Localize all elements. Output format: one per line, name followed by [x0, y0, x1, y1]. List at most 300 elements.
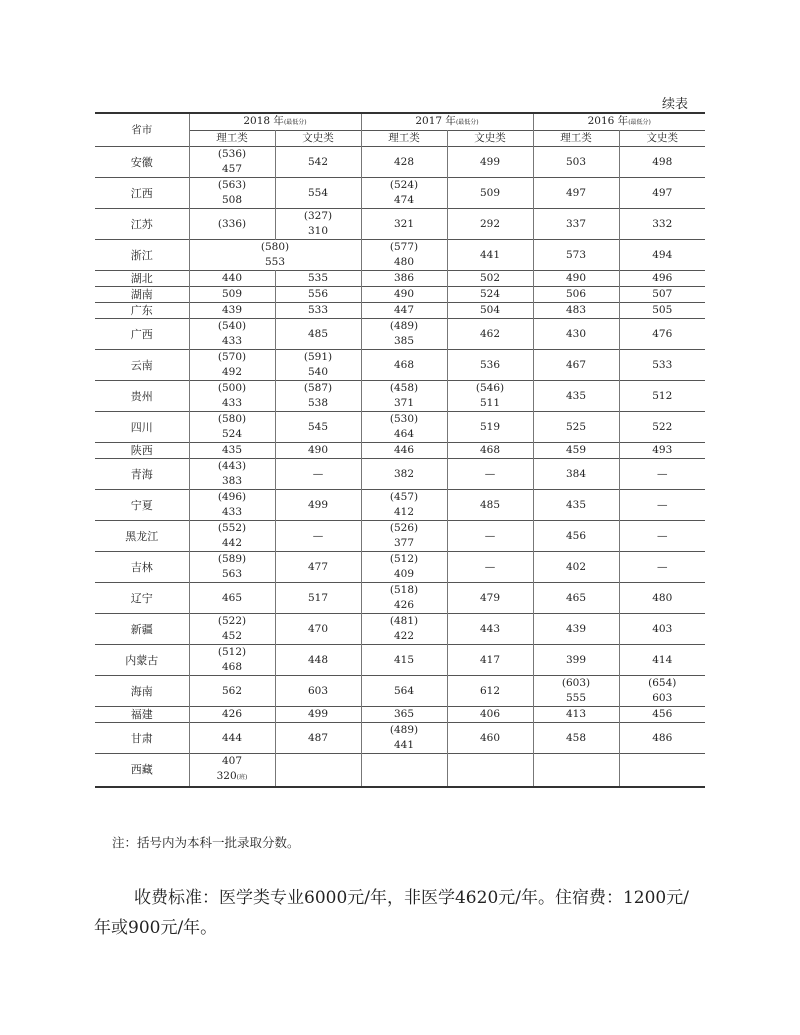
score-cell — [619, 271, 705, 287]
score-value: 503 — [565, 155, 587, 168]
score-cell — [533, 381, 619, 412]
score-secondary: 511 — [479, 397, 501, 409]
score-value: 428 — [393, 155, 415, 168]
score-value: 384 — [565, 467, 587, 480]
score-value: — — [657, 529, 668, 542]
score-cell — [619, 381, 705, 412]
score-primary: (489) — [389, 724, 419, 736]
score-value: 562 — [221, 684, 243, 697]
score-value: 430 — [565, 327, 587, 340]
table-row — [95, 287, 705, 303]
header-lib: 文史类 — [447, 131, 533, 147]
score-cell — [447, 147, 533, 178]
score-secondary: 464 — [393, 428, 415, 440]
score-cell — [619, 490, 705, 521]
province-cell: 福建 — [95, 707, 189, 723]
score-cell — [447, 707, 533, 723]
score-primary: (577) — [389, 241, 419, 253]
province-cell: 广西 — [95, 319, 189, 350]
score-value: 417 — [479, 653, 501, 666]
score-cell — [533, 552, 619, 583]
score-primary: (587) — [303, 382, 333, 394]
score-cell — [619, 459, 705, 490]
score-cell — [447, 271, 533, 287]
score-value: 509 — [221, 288, 243, 300]
score-value: 494 — [652, 248, 673, 261]
score-secondary: 377 — [393, 537, 415, 549]
score-value: 399 — [565, 653, 587, 666]
score-value: 479 — [479, 591, 501, 604]
score-value: — — [312, 529, 324, 542]
score-value: 509 — [479, 186, 501, 199]
score-cell — [275, 412, 361, 443]
score-cell — [533, 676, 619, 707]
score-value: 490 — [393, 288, 415, 300]
score-cell-merged — [189, 240, 361, 271]
score-cell — [619, 240, 705, 271]
score-value: 485 — [307, 327, 329, 340]
score-value: 467 — [565, 358, 587, 371]
score-cell — [533, 319, 619, 350]
score-cell — [275, 707, 361, 723]
score-cell — [533, 178, 619, 209]
score-secondary: 385 — [393, 335, 415, 347]
score-secondary: 371 — [393, 397, 415, 409]
score-cell — [361, 723, 447, 754]
province-cell: 云南 — [95, 350, 189, 381]
score-value: 459 — [565, 444, 587, 456]
score-cell — [189, 707, 275, 723]
score-value: 499 — [479, 155, 501, 168]
score-primary: (512) — [389, 553, 419, 565]
score-primary: (552) — [217, 522, 247, 534]
score-cell — [533, 583, 619, 614]
score-value: 490 — [565, 272, 587, 284]
score-cell — [447, 319, 533, 350]
score-cell — [533, 209, 619, 240]
score-primary: (563) — [217, 179, 247, 191]
score-primary: 407 — [221, 755, 243, 768]
score-primary: (536) — [217, 148, 247, 160]
score-cell — [447, 209, 533, 240]
score-value: 556 — [307, 288, 329, 300]
score-cell — [533, 521, 619, 552]
score-cell — [447, 521, 533, 552]
score-cell — [189, 614, 275, 645]
score-cell — [189, 521, 275, 552]
score-primary: (327) — [303, 210, 333, 222]
province-cell: 吉林 — [95, 552, 189, 583]
score-value: — — [657, 498, 668, 511]
score-primary: (458) — [389, 382, 419, 394]
score-cell — [189, 209, 275, 240]
continued-label: 续表 — [661, 97, 688, 112]
score-secondary: 474 — [393, 194, 415, 206]
province-cell: 湖南 — [95, 287, 189, 303]
table-row — [95, 178, 705, 209]
score-cell — [361, 614, 447, 645]
score-cell — [189, 303, 275, 319]
score-cell — [533, 443, 619, 459]
score-secondary: 457 — [221, 163, 243, 175]
table-row — [95, 614, 705, 645]
score-value: 477 — [307, 560, 329, 573]
score-primary: (524) — [389, 179, 419, 191]
score-value: 321 — [393, 217, 415, 230]
score-cell — [361, 287, 447, 303]
score-cell — [275, 459, 361, 490]
score-cell — [619, 412, 705, 443]
table-body — [95, 147, 705, 787]
score-value: (336) — [217, 217, 247, 230]
table-row — [95, 147, 705, 178]
score-value: 462 — [479, 327, 501, 340]
province-cell: 江西 — [95, 178, 189, 209]
score-secondary: 480 — [393, 256, 415, 268]
province-cell: 西藏 — [95, 754, 189, 787]
score-cell — [533, 723, 619, 754]
score-cell — [447, 723, 533, 754]
table-row — [95, 240, 705, 271]
table-note: 注：括号内为本科一批录取分数。 — [112, 835, 300, 850]
score-cell — [275, 521, 361, 552]
table-row — [95, 754, 705, 787]
score-secondary: 508 — [221, 194, 243, 206]
score-secondary: 442 — [221, 537, 243, 549]
score-cell — [189, 443, 275, 459]
table-row — [95, 459, 705, 490]
score-cell — [447, 381, 533, 412]
score-value: 414 — [652, 653, 673, 666]
score-value: 535 — [307, 272, 329, 284]
score-cell — [361, 240, 447, 271]
score-value: 337 — [565, 217, 587, 230]
score-cell — [361, 303, 447, 319]
score-secondary: 603 — [652, 692, 673, 704]
score-cell — [447, 459, 533, 490]
score-value: 332 — [652, 217, 673, 230]
score-cell — [189, 552, 275, 583]
table-row — [95, 443, 705, 459]
score-cell — [275, 645, 361, 676]
score-value: — — [657, 467, 668, 480]
score-value: 382 — [393, 467, 415, 480]
score-cell — [533, 240, 619, 271]
score-value: 402 — [565, 560, 587, 573]
table-row — [95, 583, 705, 614]
province-cell: 贵州 — [95, 381, 189, 412]
score-cell — [361, 459, 447, 490]
score-cell — [533, 645, 619, 676]
score-cell — [361, 319, 447, 350]
score-secondary: 555 — [565, 692, 587, 704]
score-cell — [619, 754, 705, 787]
score-secondary: 433 — [221, 506, 243, 518]
score-primary: (518) — [389, 584, 419, 596]
score-cell — [619, 319, 705, 350]
score-secondary: 563 — [221, 568, 243, 580]
score-cell — [189, 271, 275, 287]
score-value: 499 — [307, 708, 329, 720]
score-cell — [189, 645, 275, 676]
score-cell — [533, 350, 619, 381]
score-cell — [447, 412, 533, 443]
score-primary: (526) — [389, 522, 419, 534]
score-cell — [275, 754, 361, 787]
header-lib: 文史类 — [619, 131, 705, 147]
province-cell: 海南 — [95, 676, 189, 707]
score-value: 502 — [479, 272, 501, 284]
score-cell — [189, 350, 275, 381]
score-value: 573 — [565, 248, 587, 261]
admission-score-table — [95, 112, 705, 788]
score-primary: (522) — [217, 615, 247, 627]
score-cell — [361, 381, 447, 412]
score-primary: (481) — [389, 615, 419, 627]
score-cell — [189, 287, 275, 303]
score-cell — [447, 178, 533, 209]
score-value: 468 — [393, 358, 415, 371]
score-primary: (500) — [217, 382, 247, 394]
score-value: 486 — [652, 731, 673, 744]
score-cell — [619, 707, 705, 723]
score-value: — — [484, 560, 496, 573]
score-secondary: 412 — [393, 506, 415, 518]
score-value: — — [484, 529, 496, 542]
score-value: 480 — [652, 591, 673, 604]
score-value: 498 — [652, 155, 673, 168]
score-value: — — [657, 560, 668, 573]
score-value: 460 — [479, 731, 501, 744]
score-cell — [533, 287, 619, 303]
score-value: 415 — [393, 653, 415, 666]
score-cell — [361, 583, 447, 614]
score-secondary: 409 — [393, 568, 415, 580]
score-cell — [447, 552, 533, 583]
score-value: 512 — [652, 389, 673, 402]
score-primary: (540) — [217, 320, 247, 332]
score-value: 386 — [393, 272, 415, 284]
score-cell — [533, 614, 619, 645]
table-row — [95, 676, 705, 707]
score-cell — [619, 147, 705, 178]
score-value: — — [484, 467, 496, 480]
score-cell — [619, 645, 705, 676]
score-secondary: 492 — [221, 366, 243, 378]
score-secondary: 441 — [393, 739, 415, 751]
header-year-2018: 2018 年(最低分) — [189, 113, 361, 131]
score-value: 465 — [565, 591, 587, 604]
score-cell — [533, 707, 619, 723]
score-cell — [189, 178, 275, 209]
score-primary: (589) — [217, 553, 247, 565]
table-row — [95, 412, 705, 443]
score-value: 497 — [565, 186, 587, 199]
score-cell — [447, 287, 533, 303]
header-year-2016: 2016 年(最低分) — [533, 113, 705, 131]
score-cell — [533, 303, 619, 319]
table-row — [95, 319, 705, 350]
table-row — [95, 707, 705, 723]
score-primary: (603) — [561, 677, 591, 689]
table-row — [95, 490, 705, 521]
score-cell — [533, 271, 619, 287]
score-value: 435 — [221, 444, 243, 456]
score-cell — [619, 350, 705, 381]
score-cell — [361, 412, 447, 443]
score-cell — [619, 723, 705, 754]
score-cell — [361, 147, 447, 178]
score-primary: (580) — [260, 241, 290, 253]
province-cell: 陕西 — [95, 443, 189, 459]
table-row — [95, 350, 705, 381]
score-cell — [361, 271, 447, 287]
score-value: 499 — [307, 498, 329, 511]
score-cell — [189, 723, 275, 754]
score-cell — [275, 552, 361, 583]
score-cell — [619, 614, 705, 645]
table-row — [95, 521, 705, 552]
score-cell — [361, 443, 447, 459]
score-cell — [447, 645, 533, 676]
score-cell — [275, 723, 361, 754]
score-cell — [619, 676, 705, 707]
score-value: 435 — [565, 498, 587, 511]
score-cell — [361, 754, 447, 787]
score-cell — [361, 350, 447, 381]
score-cell — [275, 614, 361, 645]
score-value: 603 — [307, 684, 329, 697]
score-value: 406 — [479, 708, 501, 720]
province-cell: 四川 — [95, 412, 189, 443]
score-value: 517 — [307, 591, 329, 604]
score-primary: (457) — [389, 491, 419, 503]
score-value: 468 — [479, 444, 501, 456]
score-primary: (496) — [217, 491, 247, 503]
table-row — [95, 209, 705, 240]
province-cell: 青海 — [95, 459, 189, 490]
score-value: 493 — [652, 444, 673, 456]
header-sci: 理工类 — [189, 131, 275, 147]
score-value: 533 — [307, 304, 329, 316]
score-cell — [189, 319, 275, 350]
score-cell — [361, 490, 447, 521]
score-cell — [275, 583, 361, 614]
score-cell — [275, 147, 361, 178]
score-cell — [361, 521, 447, 552]
score-value: 458 — [565, 731, 587, 744]
score-value: 536 — [479, 358, 501, 371]
score-value: 470 — [307, 622, 329, 635]
score-primary: (512) — [217, 646, 247, 658]
province-cell: 湖北 — [95, 271, 189, 287]
score-cell — [361, 552, 447, 583]
fee-paragraph: 收费标准：医学类专业6000元/年，非医学4620元/年。住宿费：1200元/年或900元/年。 — [94, 888, 689, 938]
score-value: 612 — [479, 684, 501, 697]
score-value: 456 — [565, 529, 587, 542]
score-value: 522 — [652, 420, 673, 433]
score-secondary: 310 — [307, 225, 329, 237]
score-secondary: 426 — [393, 599, 415, 611]
score-cell — [447, 754, 533, 787]
header-lib: 文史类 — [275, 131, 361, 147]
score-value: 456 — [652, 708, 673, 720]
score-secondary: 433 — [221, 335, 243, 347]
score-value: 533 — [652, 358, 673, 371]
score-cell — [189, 676, 275, 707]
table-row — [95, 552, 705, 583]
score-value: 465 — [221, 591, 243, 604]
score-cell — [619, 178, 705, 209]
score-value: 413 — [565, 708, 587, 720]
province-cell: 江苏 — [95, 209, 189, 240]
score-cell — [189, 459, 275, 490]
score-value: 426 — [221, 708, 243, 720]
score-cell — [189, 754, 275, 787]
score-cell — [189, 381, 275, 412]
score-cell — [189, 147, 275, 178]
province-cell: 宁夏 — [95, 490, 189, 521]
score-value: 490 — [307, 444, 329, 456]
header-sci: 理工类 — [361, 131, 447, 147]
score-cell — [361, 676, 447, 707]
score-value: 365 — [393, 708, 415, 720]
province-cell: 辽宁 — [95, 583, 189, 614]
score-cell — [447, 303, 533, 319]
province-cell: 黑龙江 — [95, 521, 189, 552]
header-sci: 理工类 — [533, 131, 619, 147]
score-value: 504 — [479, 304, 501, 316]
score-cell — [619, 521, 705, 552]
province-cell: 浙江 — [95, 240, 189, 271]
province-cell: 内蒙古 — [95, 645, 189, 676]
score-secondary: 553 — [264, 256, 286, 268]
score-value: 519 — [479, 420, 501, 433]
table-row — [95, 303, 705, 319]
score-cell — [447, 614, 533, 645]
score-cell — [275, 209, 361, 240]
province-cell: 新疆 — [95, 614, 189, 645]
header-province: 省市 — [95, 113, 189, 147]
score-cell — [275, 676, 361, 707]
score-cell — [533, 412, 619, 443]
score-value: 446 — [393, 444, 415, 456]
score-primary: (591) — [303, 351, 333, 363]
score-secondary: 468 — [221, 661, 243, 673]
header-year-2017: 2017 年(最低分) — [361, 113, 533, 131]
score-value: 505 — [652, 304, 673, 316]
score-cell — [275, 350, 361, 381]
score-cell — [189, 583, 275, 614]
score-secondary: 538 — [307, 397, 329, 409]
table-row — [95, 271, 705, 287]
score-cell — [189, 490, 275, 521]
score-cell — [533, 147, 619, 178]
score-cell — [533, 490, 619, 521]
score-value: 507 — [652, 288, 673, 300]
score-secondary: 383 — [221, 475, 243, 487]
score-cell — [619, 552, 705, 583]
score-value: 447 — [393, 304, 415, 316]
score-cell — [619, 209, 705, 240]
score-value: 440 — [221, 272, 243, 284]
score-cell — [533, 459, 619, 490]
score-value: 443 — [479, 622, 501, 635]
score-value: 441 — [479, 248, 501, 261]
score-cell — [275, 381, 361, 412]
score-cell — [361, 209, 447, 240]
score-cell — [447, 443, 533, 459]
